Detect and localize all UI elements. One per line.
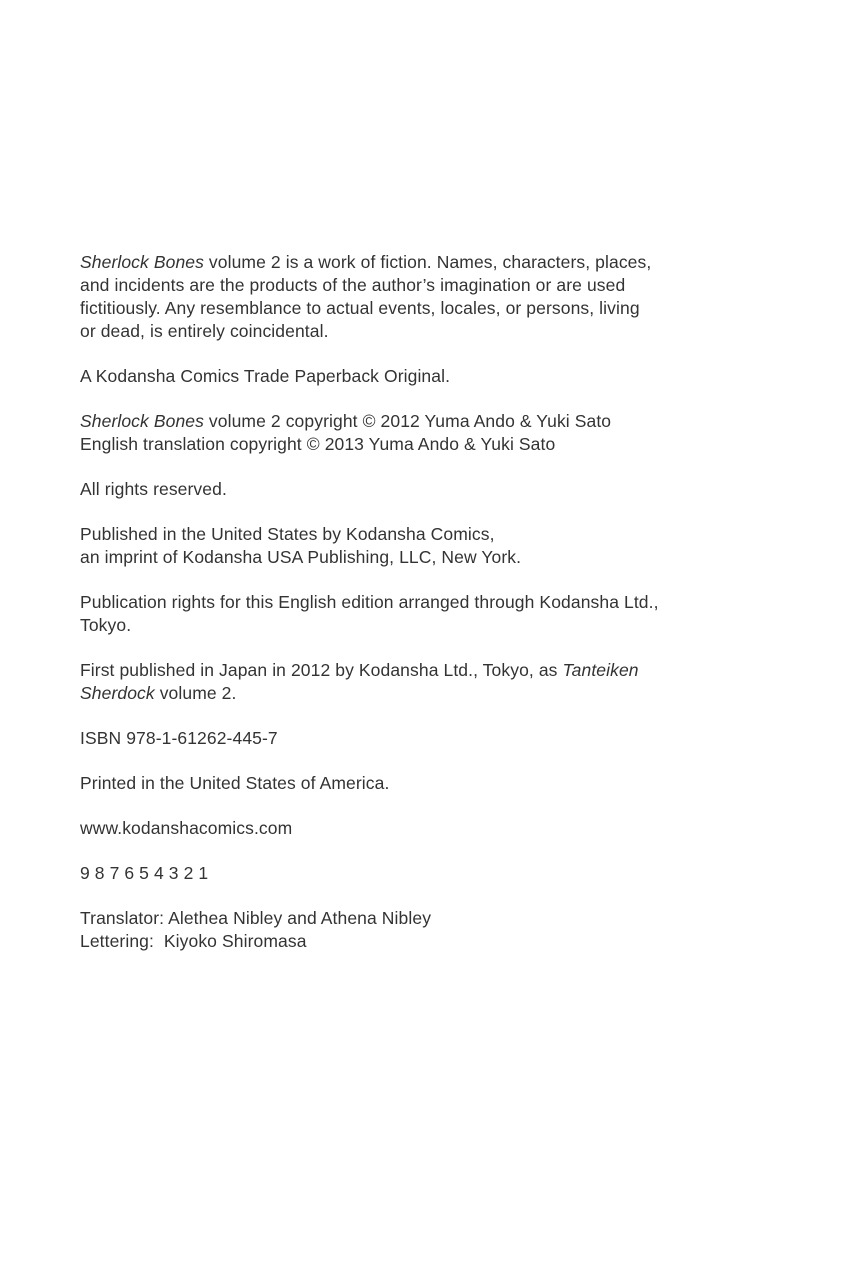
printed-in-line: Printed in the United States of America. bbox=[80, 773, 390, 793]
copyright-notice bbox=[80, 410, 772, 456]
original-title-italic: Tanteiken bbox=[562, 660, 639, 680]
fiction-disclaimer-line1: volume 2 is a work of fiction. Names, characters, places, bbox=[203, 252, 652, 272]
fiction-disclaimer bbox=[80, 251, 772, 343]
fiction-disclaimer-line3: fictitiously. Any resemblance to actual events, locales, or persons, living bbox=[80, 298, 640, 318]
book-title-italic: Sherlock Bones bbox=[80, 411, 204, 431]
copyright-line1: volume 2 copyright © 2012 Yuma Ando & Yuki Sato bbox=[203, 411, 612, 431]
first-published-info bbox=[80, 659, 772, 705]
translator-credit: Translator: Alethea Nibley and Athena Nibley bbox=[80, 908, 432, 928]
publisher-line2: an imprint of Kodansha USA Publishing, LLC, New York. bbox=[80, 547, 522, 567]
paperback-original-line: A Kodansha Comics Trade Paperback Original. bbox=[80, 366, 451, 386]
fiction-disclaimer-line4: or dead, is entirely coincidental. bbox=[80, 321, 329, 341]
publication-rights-info bbox=[80, 591, 772, 637]
original-title-italic: Sherdock bbox=[80, 683, 155, 703]
publication-rights-line1: Publication rights for this English edition arranged through Kodansha Ltd., bbox=[80, 592, 659, 612]
credits-block bbox=[80, 907, 772, 953]
isbn-line: ISBN 978-1-61262-445-7 bbox=[80, 728, 278, 748]
publisher-info bbox=[80, 523, 772, 569]
rights-reserved-line: All rights reserved. bbox=[80, 479, 227, 499]
first-published-line1: First published in Japan in 2012 by Kodansha Ltd., Tokyo, as bbox=[80, 660, 563, 680]
publisher-line1: Published in the United States by Kodansha Comics, bbox=[80, 524, 495, 544]
publication-rights-line2: Tokyo. bbox=[80, 615, 132, 635]
copyright-line2: English translation copyright © 2013 Yuma Ando & Yuki Sato bbox=[80, 434, 556, 454]
first-published-line2: volume 2. bbox=[154, 683, 237, 703]
print-run-line: 9 8 7 6 5 4 3 2 1 bbox=[80, 863, 209, 883]
book-title-italic: Sherlock Bones bbox=[80, 252, 204, 272]
fiction-disclaimer-line2: and incidents are the products of the author’s imagination or are used bbox=[80, 275, 626, 295]
lettering-credit: Lettering: Kiyoko Shiromasa bbox=[80, 931, 307, 951]
website-line: www.kodanshacomics.com bbox=[80, 818, 293, 838]
